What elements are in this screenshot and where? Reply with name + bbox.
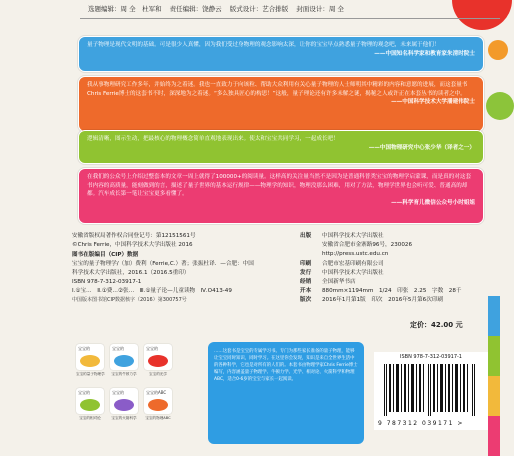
- row-key: [300, 241, 322, 250]
- barcode-isbn: ISBN 978-7-312-03917-1: [400, 354, 462, 360]
- publisher-row: [300, 269, 496, 278]
- endorsement-blurb: [78, 130, 484, 164]
- thumb-caption: 宝宝的光学: [149, 372, 167, 376]
- thumb-art: [148, 399, 168, 411]
- copyright-registration: 安徽省版权局著作权合同登记号：第12151561号: [72, 233, 196, 239]
- thumb-title: 宝宝的: [78, 390, 90, 395]
- isbn-barcode: [374, 352, 488, 430]
- series-thumbnails: [76, 344, 206, 436]
- publisher-row: [300, 232, 496, 241]
- endorsement-blurb: [78, 36, 484, 72]
- copyright-notice: ©Chris Ferrie，中国科学技术大学出版社 2016: [72, 242, 193, 248]
- credit-item: 版式设计：艺合排版: [229, 5, 289, 13]
- publisher-row: [300, 287, 496, 296]
- thumb-caption: 宝宝的量子物理学: [76, 372, 105, 376]
- cip-line: 科学技术大学出版社，2016.1（2016.5重印）: [72, 270, 190, 276]
- thumb-caption: 宝宝的牛顿力学: [111, 372, 137, 376]
- decorative-red-circle: [452, 0, 512, 30]
- thumb-caption: 宝宝的火箭科学: [111, 416, 137, 420]
- row-value: 全国新华书店: [322, 279, 356, 286]
- blurb-text: 我从事物理研究工作多年，并始终为之着迷。我也一直致力于向该粒、帮助大众利用有关心量子物理的人士师明其中精彩的内容和意愿的进展，而这套量书Chris Ferrie博士的这套书不时，深深地为之着迷。“多么独具匠心的构思！”这般，量子理论还有许多未解之谜，揭秘之人或许正在本套丛书的读者之中。: [87, 82, 468, 97]
- price-label: 定价：42.00 元: [410, 321, 463, 329]
- blurb-text: 量子物理是现代文明的基础。可是很少人真懂，因为我们受过身物理的观念影响太深，让你的宝宝早点熟悉量子物理的观念吧，未来属于他们！: [87, 42, 440, 48]
- thumb-title: 宝宝的: [146, 346, 158, 351]
- series-description: ……这套书是宝宝的专属学习书。专门为那些家长准备的量子物理，能够让宝宝同时知识，同时学习。在这里你会发现，知识是来自全世界生活中的各种科学，它也是对所有的人们的。本套书由物理学家Chris Ferrie博士编写，内容涵盖量子物理学、牛顿力学、光学、相对论、火箭科学和物理ABC，适合0-6岁的宝宝与家长一起阅读。: [214, 349, 358, 382]
- credit-item: 封面设计：周 全: [296, 5, 344, 13]
- endorsement-blurb: [78, 168, 484, 224]
- row-key: 经销: [300, 279, 312, 286]
- blurb-attribution: ——科学育儿微信公众号小时姐姐: [391, 199, 475, 206]
- thumb-art: [114, 355, 134, 367]
- row-value: 安徽省合肥市金寨路96号，230026: [322, 242, 413, 249]
- publisher-row: [300, 250, 496, 259]
- barcode-bars: [384, 364, 478, 416]
- row-key: 发行: [300, 269, 312, 276]
- blurb-text: 在我们的公众号上介绍过整套本的文章一周上就得了100000+的阅读量。这样高的关注量当然不是因为是普通科普类宝宝的物理学启蒙课，而是真的对这套书内容的高质量，能刻做到的言，描述了量子世界的基本运行规律——物理学的知识，物理没那么困难，用对了方法，物理学世界也会听可爱、普通高的却都。汽车成长第一笔让宝宝更多看懂了。: [87, 174, 472, 198]
- series-description-panel: [208, 342, 364, 444]
- book-thumbnail: [144, 344, 172, 376]
- book-thumbnail: [144, 388, 172, 420]
- row-key: 印刷: [300, 260, 312, 267]
- publisher-row: [300, 296, 496, 305]
- row-value: 2016年1月第1版 印次 2016年5月第6次印刷: [322, 297, 444, 304]
- book-thumbnail: [76, 388, 104, 420]
- editor-credits: [88, 4, 350, 13]
- row-value: 880mm×1194mm 1/24 印张 2.25 字数 28千: [322, 288, 462, 295]
- row-key: 开本: [300, 288, 312, 295]
- decorative-color-strip: [488, 296, 500, 456]
- cip-line: 宝宝的量子物理学/（加）费利（Ferrie,C.）著；张振杜译．—合肥：中国: [72, 261, 254, 267]
- blurb-text: 逻辑清晰，图示生动，把最核心的物理概念简单直观地表现出来。使太和宝宝共同学习，一起成长吧！: [87, 136, 339, 142]
- credit-item: 责任编辑：饶静云: [169, 5, 222, 13]
- cip-block: [72, 232, 290, 305]
- thumb-caption: 宝宝的相对论: [79, 416, 101, 420]
- row-value: 合肥市宏基印刷有限公司: [322, 260, 384, 267]
- thumb-art: [114, 399, 134, 411]
- thumb-art: [148, 355, 168, 367]
- cip-classification: Ⅰ.①宝… Ⅱ.①费…②张… Ⅲ.①量子论—儿童读物 Ⅳ.O413-49: [72, 288, 232, 294]
- thumb-art: [80, 355, 100, 367]
- row-key: 版次: [300, 297, 312, 304]
- thumb-title: 宝宝的: [78, 346, 90, 351]
- cip-note: 中国版本图书馆CIP数据核字（2016）第300757号: [72, 297, 187, 303]
- thumb-title: 宝宝的: [112, 390, 124, 395]
- book-thumbnail: [110, 344, 138, 376]
- thumb-art: [80, 399, 100, 411]
- publisher-row: [300, 278, 496, 287]
- blurb-attribution: ——中国知名科学家和教育家朱清时院士: [374, 50, 475, 57]
- book-thumbnail: [110, 388, 138, 420]
- decorative-orange-circle: [488, 40, 508, 60]
- barcode-digits: 9 787312 039171 >: [378, 420, 464, 427]
- thumb-title: 宝宝的ABC: [146, 390, 167, 395]
- blurb-attribution: ——中国科学技术大学潘建伟院士: [391, 99, 475, 106]
- publisher-info: [300, 232, 496, 306]
- decorative-green-circle: [486, 92, 514, 120]
- row-value: 中国科学技术大学出版社: [322, 233, 384, 239]
- book-thumbnail: [76, 344, 105, 376]
- row-key: 出版: [300, 233, 312, 239]
- row-key: [300, 250, 322, 259]
- row-value: http://press.ustc.edu.cn: [322, 251, 389, 258]
- credit-item: 选题编辑：周 全 杜军和: [88, 5, 162, 13]
- thumb-caption: 宝宝的物理ABC: [145, 416, 171, 420]
- blurb-attribution: ——中国物理研究中心张少华（译者之一）: [368, 144, 475, 151]
- thumb-title: 宝宝的: [112, 346, 124, 351]
- endorsement-blurb: [78, 76, 484, 132]
- cip-isbn: ISBN 978-7-312-03917-1: [72, 279, 142, 285]
- row-value: 中国科学技术大学出版社: [322, 269, 384, 276]
- divider: [80, 18, 500, 19]
- publisher-row: [300, 241, 496, 250]
- cip-heading: 图书在版编目（CIP）数据: [72, 252, 139, 258]
- publisher-row: [300, 260, 496, 269]
